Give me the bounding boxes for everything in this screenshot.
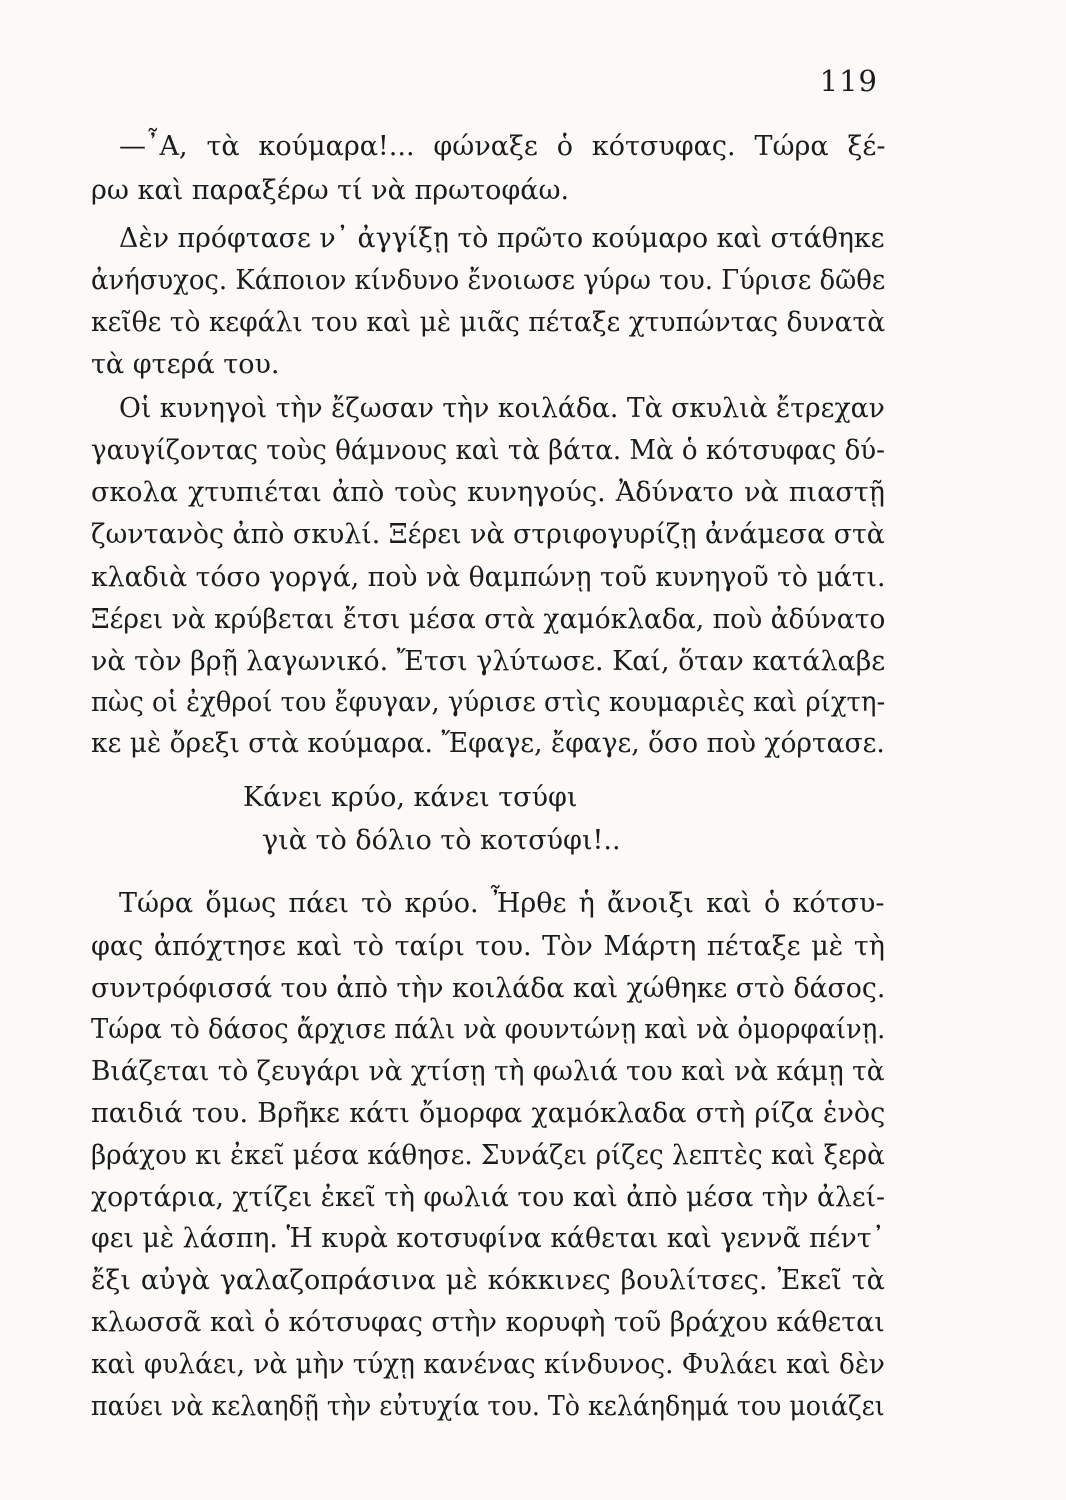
text-line: νὰ τὸν βρῇ λαγωνικό. Ἔτσι γλύτωσε. Καί, ὅταν κατάλαβε — [91, 646, 886, 677]
verse-line: Κάνει κρύο, κάνει τσύφι — [243, 782, 578, 813]
text-line: κλαδιὰ τόσο γοργά, ποὺ νὰ θαμπώνῃ τοῦ κυνηγοῦ τὸ μάτι. — [91, 562, 886, 593]
text-line: κλωσσᾶ καὶ ὁ κότσυφας στὴν κορυφὴ τοῦ βράχου κάθεται — [91, 1307, 885, 1338]
text-line: φει μὲ λάσπη. Ἡ κυρὰ κοτσυφίνα κάθεται καὶ γεννᾶ πέντ᾽ — [91, 1223, 885, 1254]
text-line: τὰ φτερά του. — [91, 349, 280, 380]
text-line: παιδιά του. Βρῆκε κάτι ὄμορφα χαμόκλαδα στὴ ρίζα ἑνὸς — [91, 1098, 886, 1129]
text-line: Δὲν πρόφτασε ν᾽ ἀγγίξῃ τὸ πρῶτο κούμαρο καὶ στάθηκε — [119, 223, 885, 254]
text-line: παύει νὰ κελαηδῇ τὴν εὐτυχία του. Τὸ κελάηδημά του μοιάζει — [91, 1391, 885, 1422]
text-line: χορτάρια, χτίζει ἐκεῖ τὴ φωλιά του καὶ ἀπὸ μέσα τὴν ἀλεί- — [91, 1182, 886, 1213]
text-line: κε μὲ ὄρεξι στὰ κούμαρα. Ἔφαγε, ἔφαγε, ὅσο ποὺ χόρτασε. — [91, 728, 885, 759]
verse-line: γιὰ τὸ δόλιο τὸ κοτσύφι!.. — [262, 825, 621, 856]
text-line: συντρόφισσά του ἀπὸ τὴν κοιλάδα καὶ χώθηκε στὸ δάσος. — [91, 973, 886, 1004]
text-line: ἀνήσυχος. Κάποιον κίνδυνο ἔνοιωσε γύρω του. Γύρισε δῶθε — [91, 265, 886, 296]
text-line: κεῖθε τὸ κεφάλι του καὶ μὲ μιᾶς πέταξε χτυπώντας δυνατὰ — [91, 307, 886, 338]
text-line: Ξέρει νὰ κρύβεται ἔτσι μέσα στὰ χαμόκλαδα, ποὺ ἀδύνατο — [91, 604, 886, 635]
page-number: 119 — [819, 64, 878, 98]
text-line: Βιάζεται τὸ ζευγάρι νὰ χτίσῃ τὴ φωλιά του καὶ νὰ κάμῃ τὰ — [91, 1056, 885, 1087]
text-line: γαυγίζοντας τοὺς θάμνους καὶ τὰ βάτα. Μὰ ὁ κότσυφας δύ- — [91, 435, 885, 466]
text-line: Τώρα τὸ δάσος ἄρχισε πάλι νὰ φουντώνῃ καὶ νὰ ὀμορφαίνῃ. — [91, 1014, 886, 1045]
text-line: πὼς οἱ ἐχθροί του ἔφυγαν, γύρισε στὶς κουμαριὲς καὶ ρίχτη- — [91, 687, 886, 718]
text-line: καὶ φυλάει, νὰ μὴν τύχῃ κανένας κίνδυνος. Φυλάει καὶ δὲν — [91, 1349, 885, 1380]
text-line: φας ἀπόχτησε καὶ τὸ ταίρι του. Τὸν Μάρτη πέταξε μὲ τὴ — [91, 931, 885, 962]
text-line: βράχου κι ἐκεῖ μέσα κάθησε. Συνάζει ρίζες λεπτὲς καὶ ξερὰ — [91, 1140, 885, 1171]
text-line: Τώρα ὅμως πάει τὸ κρύο. Ἦρθε ἡ ἄνοιξι καὶ ὁ κότσυ- — [119, 888, 885, 919]
text-line: ζωντανὸς ἀπὸ σκυλί. Ξέρει νὰ στριφογυρίζῃ ἀνάμεσα στὰ — [91, 519, 885, 550]
text-line: σκολα χτυπιέται ἀπὸ τοὺς κυνηγούς. Ἀδύνατο νὰ πιαστῇ — [91, 477, 885, 508]
text-line: ρω καὶ παραξέρω τί νὰ πρωτοφάω. — [91, 175, 570, 206]
text-line: Οἱ κυνηγοὶ τὴν ἔζωσαν τὴν κοιλάδα. Τὰ σκυλιὰ ἔτρεχαν — [119, 393, 885, 424]
text-line: —῏Α, τὰ κούμαρα!... φώναξε ὁ κότσυφας. Τώρα ξέ- — [119, 131, 886, 162]
text-line: ἔξι αὐγὰ γαλαζοπράσινα μὲ κόκκινες βουλίτσες. Ἐκεῖ τὰ — [91, 1265, 885, 1296]
